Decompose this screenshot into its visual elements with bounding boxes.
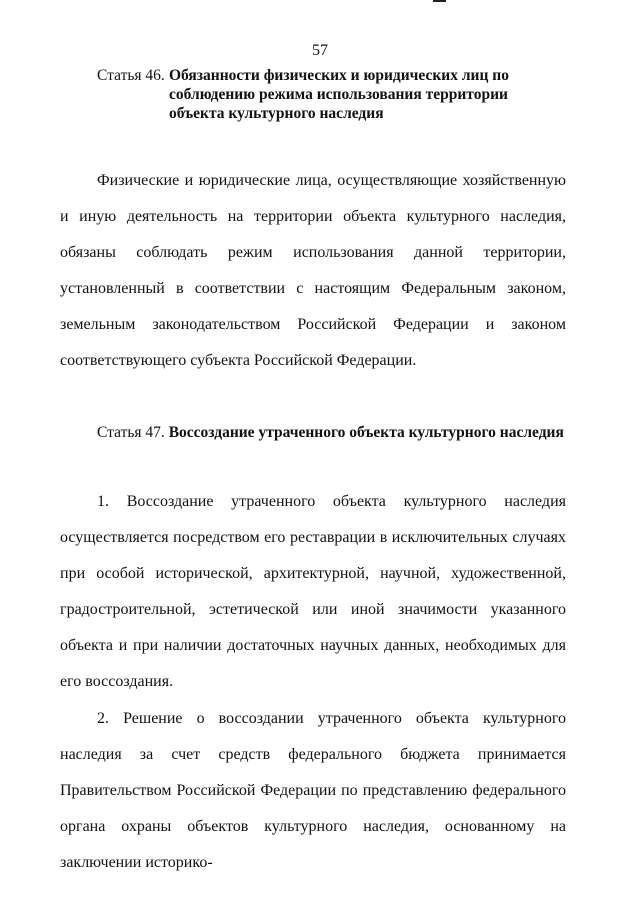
article-46-paragraph-text: Физические и юридические лица, осуществляющие хозяйственную и иную деятельность на территории объекта культурного наследия, обязаны соблюдать режим использования данной территории, установленный в соответствии с настоящим Федеральным законом, земельным законодательством Российской Федерации и законом соответствующего субъекта Российской Федерации. (60, 172, 566, 370)
article-47-paragraph-1 (60, 484, 566, 701)
article-47-heading (97, 423, 567, 442)
article-47-paragraph-2-text: 2. Решение о воссоздании утраченного объекта культурного наследия за счет средств федерального бюджета принимается Правительством Российской Федерации по представлению федерального органа охраны объектов культурного наследия, основанному на заключении историко- (60, 710, 566, 872)
article-46-title: Обязанности физических и юридических лиц по соблюдению режима использования территории объекта культурного наследия (169, 67, 509, 122)
article-46-paragraph (60, 163, 566, 380)
scan-mark (433, 0, 446, 2)
article-47-paragraph-2 (60, 701, 566, 881)
article-47-number: Статья 47. (97, 424, 165, 441)
article-46-number: Статья 46. (97, 67, 165, 84)
article-46-heading (97, 66, 567, 123)
article-47-paragraph-1-text: 1. Воссоздание утраченного объекта культурного наследия осуществляется посредством его реставрации в исключительных случаях при особой исторической, архитектурной, научной, художественной, градостроительной, эстетической или иной значимости указанного объекта и при наличии достаточных научных данных, необходимых для его воссоздания. (60, 493, 566, 691)
article-47-title: Воссоздание утраченного объекта культурного наследия (168, 424, 564, 441)
page-number: 57 (312, 42, 328, 59)
